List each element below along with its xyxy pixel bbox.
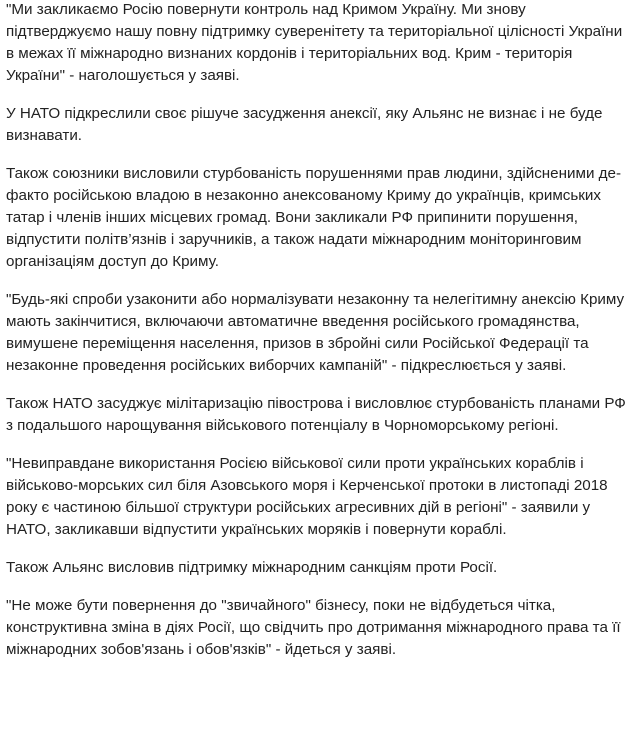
paragraph-militarization: Також НАТО засуджує мілітаризацію півострова і висловлює стурбованість планами РФ з подальшого нарощування військового потенціалу в Чорноморському регіоні. (6, 395, 626, 434)
paragraph-crimea-control: "Ми закликаємо Росію повернути контроль над Кримом Україну. Ми знову підтверджуємо нашу повну підтримку суверенітету та територіальної цілісності України в межах її міжнародно визнаних кордонів і територіальних вод. Крим - територія України" - наголошується у заяві. (6, 1, 623, 84)
paragraph-annexation-condemnation: У НАТО підкреслили своє рішуче засудження анексії, яку Альянс не визнає і не буде визнавати. (6, 105, 603, 144)
paragraph-business-as-usual: "Не може бути повернення до "звичайного" бізнесу, поки не відбудеться чітка, конструктивна зміна в діях Росії, що свідчить про дотримання міжнародного права та її міжнародних зобов'язань і обов'язків" - йдеться у заяві. (6, 597, 621, 658)
paragraph-legalization-attempts: "Будь-які спроби узаконити або нормалізувати незаконну та нелегітимну анексію Криму мають закінчитися, включаючи автоматичне введення російського громадянства, вимушене переміщення населення, призов в збройні сили Російської Федерації та незаконне проведення російських виборчих кампаній" - підкреслюється у заяві. (6, 291, 625, 374)
paragraph-azov-sea: "Невиправдане використання Росією військової сили проти українських кораблів і військово-морських сил біля Азовського моря і Керченської протоки в листопаді 2018 року є частиною більшої структури російських агресивних дій в регіоні" - заявили у НАТО, закликавши відпустити українських моряків і повернути кораблі. (6, 455, 608, 538)
paragraph-human-rights: Також союзники висловили стурбованість порушеннями прав людини, здійсненими де-факто російською владою в незаконно анексованому Криму до українців, кримських татар і членів інших місцевих громад. Вони закликали РФ припинити порушення, відпустити політв’язнів і заручників, а також надати міжнародним моніторинговим організаціям доступ до Криму. (6, 165, 622, 270)
paragraph-sanctions: Також Альянс висловив підтримку міжнародним санкціям проти Росії. (6, 559, 498, 576)
